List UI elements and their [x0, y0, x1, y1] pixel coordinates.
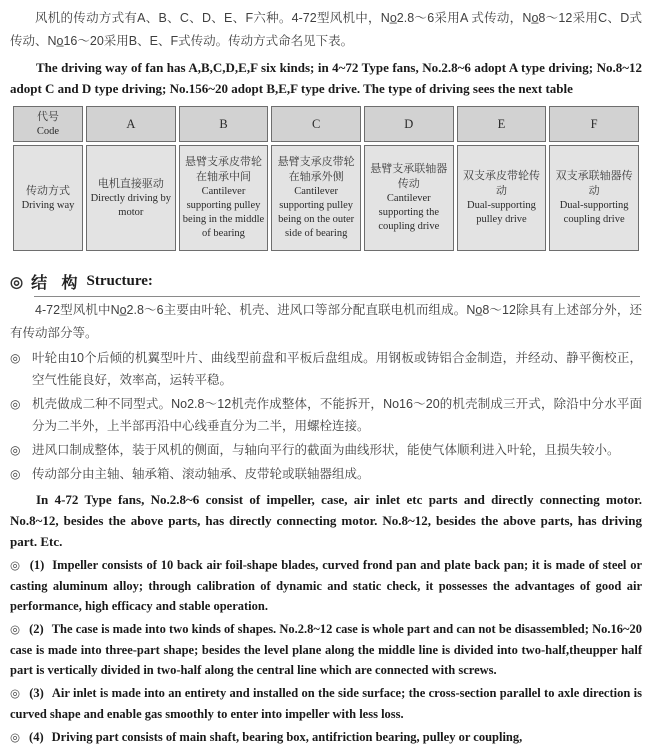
bullet-text: 进风口制成整体，装于风机的侧面，与轴向平行的截面为曲线形状，能使气体顺利进入叶轮，且损失较小。 — [32, 443, 620, 457]
bullet-text: Driving part consists of main shaft, bearing box, antifriction bearing, pulley or coupling, — [51, 730, 523, 744]
bullet-number: (4) — [29, 730, 44, 744]
cell-text-cn: 悬臂支承皮带轮在轴承外侧 — [277, 156, 355, 183]
table-header-row — [13, 106, 639, 142]
bullseye-icon: ◎ — [10, 624, 21, 636]
structure-bullet-cn-4 — [10, 463, 642, 485]
cell-text-en: Directly driving by motor — [90, 192, 172, 218]
cell-text-cn: 悬臂支承皮带轮在轴承中间 — [184, 156, 262, 183]
bullseye-icon: ◎ — [10, 351, 21, 365]
intro-paragraph-cn: 风机的传动方式有A、B、C、D、E、F六种。4-72型风机中，No̲2.8～6采用A 式传动，No̲8～12采用C、D式传动、No̲16～20采用B、E、F式传动。传动方式命名见下表。 — [10, 11, 642, 48]
intro-paragraph-en: The driving way of fan has A,B,C,D,E,F six kinds; in 4~72 Type fans, No.2.8~6 adopt A type driving; No.8~12 adopt C and D type driving; No.156~20 adopt B,E,F type drive. The type of driving sees the next table — [10, 60, 642, 96]
table-row-header — [13, 145, 83, 251]
col-letter: B — [219, 117, 228, 131]
driving-way-table — [10, 103, 642, 254]
structure-bullet-en-3 — [10, 683, 642, 724]
cell-text-cn: 双支承皮带轮传动 — [462, 170, 540, 197]
structure-bullet-cn-2 — [10, 393, 642, 437]
bullseye-icon: ◎ — [10, 467, 21, 481]
section-title-cn: 结 构 — [31, 275, 83, 292]
cell-text-en: Cantilever supporting pulley being on the outer side of bearing — [278, 186, 355, 239]
table-cell-d — [364, 145, 454, 251]
cell-text-en: Cantilever supporting the coupling drive — [378, 193, 440, 232]
bullseye-icon: ◎ — [10, 273, 24, 291]
code-label-en: Code — [36, 125, 60, 137]
structure-bullet-en-4 — [10, 727, 642, 748]
cell-text-cn: 悬臂支承联轴器传动 — [370, 163, 448, 190]
structure-intro-cn: 4-72型风机中No̲2.8～6主要由叶轮、机壳、进风口等部分配直联电机而组成。No̲8～12除具有上述部分外，还有传动部分等。 — [10, 303, 642, 340]
bullseye-icon: ◎ — [10, 688, 21, 700]
col-letter: E — [497, 117, 506, 131]
col-letter: C — [311, 117, 321, 131]
bullet-number: (3) — [29, 686, 44, 700]
cell-text-cn: 电机直接驱动 — [97, 177, 164, 190]
structure-bullet-en-2 — [10, 619, 642, 680]
bullet-text: 传动部分由主轴、轴承箱、滚动轴承、皮带轮或联轴器组成。 — [32, 467, 370, 481]
table-header-col-e — [457, 106, 547, 142]
table-body-row — [13, 145, 639, 251]
bullseye-icon: ◎ — [10, 443, 21, 457]
table-header-col-b — [179, 106, 269, 142]
cell-text-en: Dual-supporting coupling drive — [559, 200, 629, 225]
cell-text-en: Dual-supporting pulley drive — [467, 200, 536, 225]
table-header-col-d — [364, 106, 454, 142]
structure-section-header — [10, 270, 642, 293]
col-letter: F — [590, 117, 598, 131]
table-header-code — [13, 106, 83, 142]
code-label-cn: 代号 — [37, 110, 59, 123]
row-label-en: Driving way — [21, 199, 75, 211]
cell-text-cn: 双支承联轴器传动 — [555, 170, 633, 197]
table-header-col-f — [549, 106, 639, 142]
table-cell-f — [549, 145, 639, 251]
section-divider — [34, 296, 640, 297]
table-header-col-a — [86, 106, 176, 142]
table-header-col-c — [271, 106, 361, 142]
cell-text-en: Cantilever supporting pulley being in the middle of bearing — [182, 186, 265, 239]
bullseye-icon: ◎ — [10, 732, 21, 744]
col-letter: D — [404, 117, 414, 131]
bullet-number: (1) — [29, 558, 45, 572]
table-cell-b — [179, 145, 269, 251]
structure-bullet-cn-1 — [10, 347, 642, 391]
bullet-text: Air inlet is made into an entirety and installed on the side surface; the cross-section parallel to axle direction is curved shape and enable gas smoothly to enter into impeller with less loss. — [10, 686, 642, 721]
section-title-en: Structure: — [86, 273, 153, 289]
bullet-text: 机壳做成二种不同型式。No2.8～12机壳作成整体，不能拆开，No16～20的机壳制成三开式，除沿中分水平面分为二半外，上半部再沿中心线垂直分为二半，用螺栓连接。 — [32, 397, 642, 433]
col-letter: A — [126, 117, 136, 131]
bullseye-icon: ◎ — [10, 560, 21, 572]
row-label-cn: 传动方式 — [26, 184, 70, 197]
bullet-text: The case is made into two kinds of shapes. No.2.8~12 case is whole part and can not be disassembled; No.16~20 case is made into three-part shape; besides the level plane along the middle line is divided into two-half,theupper half part is vertically divided in two-half along the central line which are connected with screws. — [10, 622, 642, 677]
table-cell-c — [271, 145, 361, 251]
structure-bullet-en-1 — [10, 555, 642, 616]
structure-intro-en: In 4-72 Type fans, No.2.8~6 consist of impeller, case, air inlet etc parts and directly connecting motor. No.8~12, besides the above parts, has directly connecting motor. No.8~12, besides the above parts, has driving part. Etc. — [10, 492, 642, 549]
table-cell-a — [86, 145, 176, 251]
bullet-text: 叶轮由10个后倾的机翼型叶片、曲线型前盘和平板后盘组成。用钢板或铸铝合金制造，并经动、静平衡校正，空气性能良好，效率高，运转平稳。 — [32, 351, 642, 387]
bullet-text: Impeller consists of 10 back air foil-shape blades, curved frond pan and plate back pan; it is made of steel or casting aluminum alloy; through calibration of dynamic and static check, it possesses the advantages of good air performance, high efficacy and stable operation. — [10, 558, 642, 613]
bullseye-icon: ◎ — [10, 397, 21, 411]
structure-bullet-cn-3 — [10, 439, 642, 461]
bullet-number: (2) — [29, 622, 44, 636]
table-cell-e — [457, 145, 547, 251]
